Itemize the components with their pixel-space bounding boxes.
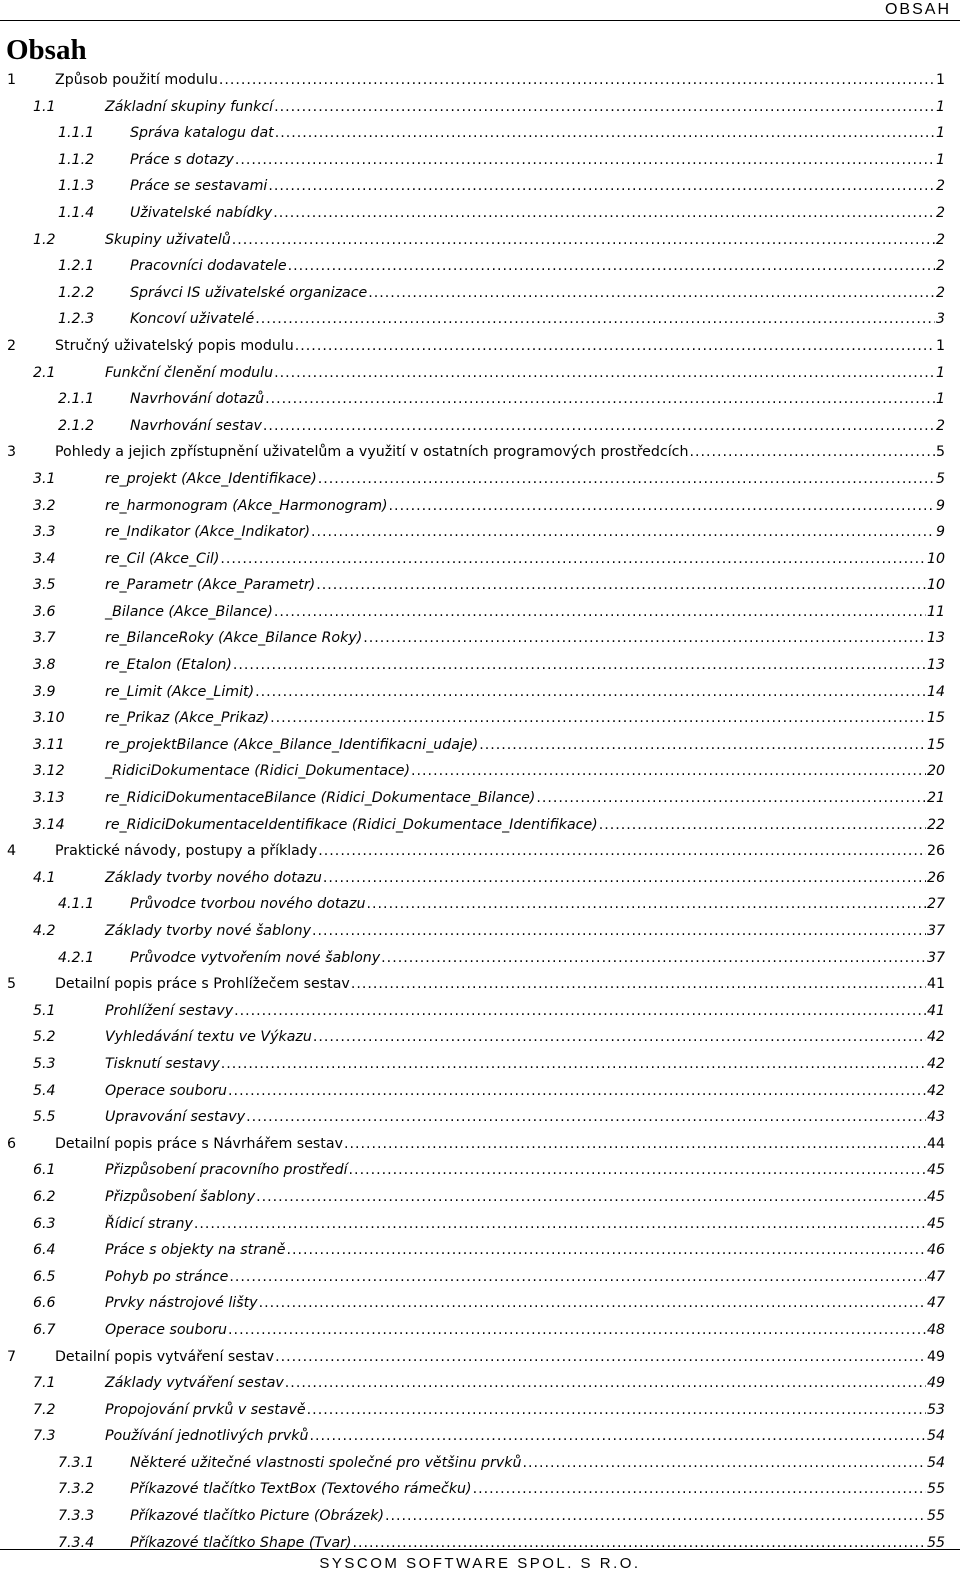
toc-entry[interactable] xyxy=(0,1397,960,1424)
toc-entry-number: 1.2.1 xyxy=(58,258,95,275)
toc-entry-number: 1.2 xyxy=(33,231,56,248)
toc-entry-number: 4.1.1 xyxy=(58,896,95,913)
toc-entry-page: 2 xyxy=(935,178,945,195)
running-footer: SYSCOM SOFTWARE SPOL. S R.O. xyxy=(319,1555,641,1572)
dot-leader xyxy=(368,280,935,307)
toc-entry-page: 26 xyxy=(926,869,945,886)
toc-entry-page: 1 xyxy=(935,125,945,142)
toc-entry-title[interactable]: Prvky nástrojové lišty xyxy=(105,1295,258,1312)
toc-entry-page: 49 xyxy=(926,1375,945,1392)
toc-entry-page: 13 xyxy=(926,630,945,647)
toc-entry[interactable] xyxy=(0,94,960,121)
toc-entry-title[interactable]: Pohledy a jejich zpřístupnění uživatelům a využití v ostatních programových prostředcích xyxy=(55,444,689,461)
toc-entry-title[interactable]: re_harmonogram (Akce_Harmonogram) xyxy=(105,497,388,514)
toc-entry[interactable] xyxy=(0,466,960,493)
toc-entry[interactable] xyxy=(0,1450,960,1477)
toc-entry[interactable] xyxy=(0,1530,960,1557)
toc-entry-number: 3.7 xyxy=(33,630,56,647)
toc-entry-title[interactable]: Základy vytváření sestav xyxy=(105,1375,284,1392)
toc-entry-page: 45 xyxy=(926,1215,945,1232)
toc-entry-page: 54 xyxy=(926,1454,945,1471)
toc-entry-number: 2.1 xyxy=(33,364,56,381)
toc-entry-page: 55 xyxy=(926,1481,945,1498)
toc-entry[interactable] xyxy=(0,1423,960,1450)
toc-entry-number: 4.1 xyxy=(33,869,56,886)
toc-entry-title[interactable]: re_Limit (Akce_Limit) xyxy=(105,683,255,700)
toc-entry-title[interactable]: re_Etalon (Etalon) xyxy=(105,657,232,674)
toc-entry-title[interactable]: Vyhledávání textu ve Výkazu xyxy=(105,1029,312,1046)
toc-entry-title[interactable]: Správa katalogu dat xyxy=(130,125,274,142)
toc-entry[interactable] xyxy=(0,1104,960,1131)
toc-entry[interactable] xyxy=(0,1344,960,1371)
toc-entry-page: 37 xyxy=(926,923,945,939)
toc-entry-number: 2.1.1 xyxy=(58,391,95,408)
dot-leader xyxy=(274,94,935,121)
toc-entry-page: 44 xyxy=(926,1135,945,1152)
toc-entry-title[interactable]: Operace souboru xyxy=(105,1321,228,1338)
dot-leader xyxy=(234,998,926,1025)
toc-entry-page: 46 xyxy=(926,1242,945,1259)
dot-leader xyxy=(316,572,926,599)
toc-entry-page: 47 xyxy=(926,1295,945,1312)
toc-entry-page: 1 xyxy=(935,391,945,408)
toc-entry-title[interactable]: Detailní popis práce s Návrhářem sestav xyxy=(55,1135,343,1152)
toc-entry-number: 6.5 xyxy=(33,1268,56,1285)
toc-entry[interactable] xyxy=(0,812,960,839)
toc-entry-page: 47 xyxy=(926,1268,945,1285)
toc-entry-page: 42 xyxy=(926,1055,945,1072)
toc-entry[interactable] xyxy=(0,439,960,466)
dot-leader xyxy=(323,865,926,892)
dot-leader xyxy=(312,918,926,945)
dot-leader xyxy=(351,971,926,998)
toc-entry-title[interactable]: Některé užitečné vlastnosti společné pro většinu prvků xyxy=(130,1454,522,1471)
toc-entry-title[interactable]: re_RidiciDokumentaceBilance (Ridici_Dokumentace_Bilance) xyxy=(105,790,536,807)
toc-entry-page: 3 xyxy=(935,311,945,328)
dot-leader xyxy=(228,1317,926,1344)
dot-leader xyxy=(259,1290,926,1317)
toc-entry[interactable] xyxy=(0,625,960,652)
page-title: Obsah xyxy=(6,34,87,66)
toc-entry-title[interactable]: Správci IS uživatelské organizace xyxy=(130,284,368,301)
dot-leader xyxy=(367,891,926,918)
dot-leader xyxy=(274,599,926,626)
toc-entry-page: 37 xyxy=(926,949,945,966)
toc-entry-number: 1.2.2 xyxy=(58,284,95,301)
toc-entry-number: 3.8 xyxy=(33,657,56,674)
toc-entry-title[interactable]: Skupiny uživatelů xyxy=(105,231,231,248)
dot-leader xyxy=(194,1211,926,1238)
toc-entry[interactable] xyxy=(0,1317,960,1344)
toc-entry-title[interactable]: Funkční členění modulu xyxy=(105,364,274,381)
dot-leader xyxy=(479,732,926,759)
toc-entry-number: 1 xyxy=(7,72,17,88)
toc-entry-page: 42 xyxy=(926,1082,945,1099)
toc-entry-number: 2 xyxy=(7,337,17,354)
toc-entry-number: 3.2 xyxy=(33,497,56,514)
toc-entry-title[interactable]: re_BilanceRoky (Akce_Bilance Roky) xyxy=(105,630,363,647)
toc-entry-page: 49 xyxy=(926,1348,945,1365)
dot-leader xyxy=(295,333,935,360)
toc-entry[interactable] xyxy=(0,1024,960,1051)
toc-entry-title[interactable]: Pohyb po stránce xyxy=(105,1268,229,1285)
toc-entry[interactable] xyxy=(0,599,960,626)
toc-entry[interactable] xyxy=(0,173,960,200)
toc-entry-title[interactable]: re_RidiciDokumentaceIdentifikace (Ridici_Dokumentace_Identifikace) xyxy=(105,816,598,833)
toc-entry-number: 1.1.4 xyxy=(58,204,95,221)
toc-entry[interactable] xyxy=(0,1290,960,1317)
dot-leader xyxy=(221,1051,926,1078)
dot-leader xyxy=(344,1131,926,1158)
toc-entry-number: 1.1.2 xyxy=(58,151,95,168)
toc-entry[interactable] xyxy=(0,918,960,945)
toc-entry-number: 1.2.3 xyxy=(58,311,95,328)
dot-leader xyxy=(220,546,926,573)
toc-entry-title[interactable]: Základní skupiny funkcí xyxy=(105,98,274,115)
dot-leader xyxy=(288,253,935,280)
toc-entry[interactable] xyxy=(0,891,960,918)
toc-entry-page: 10 xyxy=(926,550,945,567)
toc-entry-number: 2.1.2 xyxy=(58,417,95,434)
toc-entry-page: 20 xyxy=(926,763,945,780)
toc-entry-page: 5 xyxy=(935,444,945,461)
toc-entry-number: 7.1 xyxy=(33,1375,56,1392)
toc-entry[interactable] xyxy=(0,865,960,892)
toc-entry[interactable] xyxy=(0,971,960,998)
toc-entry-page: 2 xyxy=(935,417,945,434)
toc-entry-title[interactable]: Navrhování dotazů xyxy=(130,391,265,408)
toc-entry-page: 13 xyxy=(926,657,945,674)
toc-entry[interactable] xyxy=(0,493,960,520)
toc-entry-page: 21 xyxy=(926,790,945,807)
toc-entry-number: 5.2 xyxy=(33,1029,56,1046)
toc-entry-page: 2 xyxy=(935,204,945,221)
toc-entry-title[interactable]: Příkazové tlačítko Shape (Tvar) xyxy=(130,1534,352,1551)
dot-leader xyxy=(536,785,926,812)
toc-entry-number: 6.7 xyxy=(33,1321,56,1338)
toc-entry-number: 3.12 xyxy=(33,763,65,780)
toc-entry-title[interactable]: Stručný uživatelský popis modulu xyxy=(55,337,294,354)
toc-entry[interactable] xyxy=(0,785,960,812)
toc-entry-number: 3.1 xyxy=(33,470,56,487)
toc-entry[interactable] xyxy=(0,1131,960,1158)
dot-leader xyxy=(256,1184,926,1211)
toc-entry-title[interactable]: Koncoví uživatelé xyxy=(130,311,255,328)
toc-entry-title[interactable]: _RidiciDokumentace (Ridici_Dokumentace) xyxy=(105,763,411,780)
toc-entry-title[interactable]: Základy tvorby nového dotazu xyxy=(105,869,322,886)
toc-entry-page: 1 xyxy=(935,364,945,381)
toc-entry[interactable] xyxy=(0,519,960,546)
dot-leader xyxy=(268,173,935,200)
dot-leader xyxy=(235,147,935,174)
toc-entry-number: 4.2.1 xyxy=(58,949,95,966)
toc-entry[interactable] xyxy=(0,147,960,174)
toc-entry-page: 9 xyxy=(935,497,945,514)
dot-leader xyxy=(274,360,935,387)
toc-entry-number: 3.9 xyxy=(33,683,56,700)
toc-entry-number: 7.3.3 xyxy=(58,1508,95,1525)
toc-entry-number: 3.3 xyxy=(33,524,56,541)
header-divider xyxy=(0,20,960,21)
toc-entry[interactable] xyxy=(0,1051,960,1078)
dot-leader xyxy=(233,652,926,679)
dot-leader xyxy=(599,812,926,839)
toc-entry[interactable] xyxy=(0,1157,960,1184)
toc-entry-title[interactable]: re_projektBilance (Akce_Bilance_Identifikacni_udaje) xyxy=(105,736,479,753)
toc-entry-page: 41 xyxy=(926,1002,945,1019)
toc-entry[interactable] xyxy=(0,280,960,307)
toc-entry-page: 10 xyxy=(926,577,945,594)
toc-entry-title[interactable]: re_Cil (Akce_Cil) xyxy=(105,550,220,567)
toc-entry[interactable] xyxy=(0,705,960,732)
toc-entry[interactable] xyxy=(0,652,960,679)
dot-leader xyxy=(389,493,935,520)
toc-entry-title[interactable]: Tisknutí sestavy xyxy=(105,1055,220,1072)
toc-entry[interactable] xyxy=(0,333,960,360)
toc-entry[interactable] xyxy=(0,386,960,413)
toc-entry[interactable] xyxy=(0,253,960,280)
toc-entry-page: 11 xyxy=(926,603,945,620)
toc-entry-title[interactable]: Uživatelské nabídky xyxy=(130,204,273,221)
toc-entry-title[interactable]: Příkazové tlačítko Picture (Obrázek) xyxy=(130,1508,384,1525)
toc-entry-title[interactable]: re_Prikaz (Akce_Prikaz) xyxy=(105,710,270,727)
dot-leader xyxy=(228,1078,926,1105)
toc-entry-title[interactable]: Propojování prvků v sestavě xyxy=(105,1401,306,1418)
dot-leader xyxy=(275,1344,926,1371)
toc-entry[interactable] xyxy=(0,67,960,94)
toc-entry-page: 1 xyxy=(935,72,945,88)
dot-leader xyxy=(381,945,926,972)
toc-entry-number: 3.14 xyxy=(33,816,65,833)
toc-entry-page: 1 xyxy=(935,98,945,115)
toc-entry[interactable] xyxy=(0,1503,960,1530)
toc-entry-title[interactable]: _Bilance (Akce_Bilance) xyxy=(105,603,273,620)
toc-entry-title[interactable]: Prohlížení sestavy xyxy=(105,1002,234,1019)
dot-leader xyxy=(353,1530,926,1557)
toc-entry-number: 4.2 xyxy=(33,923,56,939)
dot-leader xyxy=(363,625,926,652)
dot-leader xyxy=(313,1024,926,1051)
table-of-contents xyxy=(0,67,960,1556)
toc-entry-number: 5.1 xyxy=(33,1002,56,1019)
toc-entry-page: 9 xyxy=(935,524,945,541)
toc-entry-number: 3.6 xyxy=(33,603,56,620)
toc-entry[interactable] xyxy=(0,360,960,387)
dot-leader xyxy=(311,519,935,546)
toc-entry[interactable] xyxy=(0,1078,960,1105)
toc-entry-title[interactable]: Pracovníci dodavatele xyxy=(130,258,287,275)
dot-leader xyxy=(318,838,926,865)
toc-entry-number: 3.11 xyxy=(33,736,65,753)
toc-entry[interactable] xyxy=(0,998,960,1025)
toc-entry-number: 3.10 xyxy=(33,710,65,727)
toc-entry[interactable] xyxy=(0,1184,960,1211)
dot-leader xyxy=(473,1476,926,1503)
dot-leader xyxy=(265,386,935,413)
toc-entry[interactable] xyxy=(0,1264,960,1291)
toc-entry-title[interactable]: Způsob použití modulu xyxy=(55,72,218,88)
toc-entry-number: 1.1.3 xyxy=(58,178,95,195)
toc-entry-page: 45 xyxy=(926,1162,945,1179)
toc-entry-page: 5 xyxy=(935,470,945,487)
toc-entry-number: 7.2 xyxy=(33,1401,56,1418)
toc-entry-page: 26 xyxy=(926,843,945,860)
toc-entry-number: 3.5 xyxy=(33,577,56,594)
toc-entry-number: 7.3.4 xyxy=(58,1534,95,1551)
dot-leader xyxy=(232,227,935,254)
toc-entry-number: 7.3 xyxy=(33,1428,56,1445)
toc-entry-page: 2 xyxy=(935,231,945,248)
toc-entry-number: 3.4 xyxy=(33,550,56,567)
toc-entry-number: 7.3.1 xyxy=(58,1454,95,1471)
dot-leader xyxy=(219,67,935,94)
toc-entry-title[interactable]: re_projekt (Akce_Identifikace) xyxy=(105,470,317,487)
toc-entry-title[interactable]: Práce s objekty na straně xyxy=(105,1242,286,1259)
toc-entry-title[interactable]: Detailní popis práce s Prohlížečem sestav xyxy=(55,976,350,993)
toc-entry[interactable] xyxy=(0,1237,960,1264)
dot-leader xyxy=(255,306,935,333)
toc-entry-number: 5.5 xyxy=(33,1109,56,1126)
toc-entry-number: 6.4 xyxy=(33,1242,56,1259)
toc-entry-page: 2 xyxy=(935,284,945,301)
toc-entry-page: 1 xyxy=(935,151,945,168)
dot-leader xyxy=(385,1503,926,1530)
toc-entry-number: 3.13 xyxy=(33,790,65,807)
toc-entry-number: 7.3.2 xyxy=(58,1481,95,1498)
dot-leader xyxy=(318,466,935,493)
toc-entry[interactable] xyxy=(0,1370,960,1397)
dot-leader xyxy=(246,1104,926,1131)
toc-entry-title[interactable]: Příkazové tlačítko TextBox (Textového rámečku) xyxy=(130,1481,472,1498)
toc-entry-number: 5.3 xyxy=(33,1055,56,1072)
toc-entry[interactable] xyxy=(0,732,960,759)
toc-entry-title[interactable]: Operace souboru xyxy=(105,1082,228,1099)
dot-leader xyxy=(689,439,935,466)
toc-entry-page: 14 xyxy=(926,683,945,700)
dot-leader xyxy=(286,1237,925,1264)
dot-leader xyxy=(275,120,935,147)
toc-entry[interactable] xyxy=(0,1476,960,1503)
dot-leader xyxy=(273,200,935,227)
toc-entry-title[interactable]: Práce se sestavami xyxy=(130,178,268,195)
toc-entry-title[interactable]: Základy tvorby nové šablony xyxy=(105,923,311,939)
dot-leader xyxy=(263,413,935,440)
toc-entry-title[interactable]: Praktické návody, postupy a příklady xyxy=(55,843,318,860)
toc-entry-page: 15 xyxy=(926,736,945,753)
toc-entry-title[interactable]: re_Parametr (Akce_Parametr) xyxy=(105,577,316,594)
toc-entry-number: 3 xyxy=(7,444,17,461)
toc-entry[interactable] xyxy=(0,546,960,573)
dot-leader xyxy=(270,705,926,732)
toc-entry-number: 1.1 xyxy=(33,98,56,115)
toc-entry[interactable] xyxy=(0,200,960,227)
toc-entry-title[interactable]: Přizpůsobení šablony xyxy=(105,1188,256,1205)
toc-entry-page: 54 xyxy=(926,1428,945,1445)
toc-entry-title[interactable]: Používání jednotlivých prvků xyxy=(105,1428,309,1445)
dot-leader xyxy=(411,758,926,785)
toc-entry-page: 55 xyxy=(926,1534,945,1551)
dot-leader xyxy=(309,1423,925,1450)
running-header: OBSAH xyxy=(884,1,951,18)
toc-entry-title[interactable]: Průvodce tvorbou nového dotazu xyxy=(130,896,366,913)
toc-entry-number: 6.6 xyxy=(33,1295,56,1312)
dot-leader xyxy=(522,1450,925,1477)
toc-entry-title[interactable]: re_Indikator (Akce_Indikator) xyxy=(105,524,310,541)
toc-entry-page: 55 xyxy=(926,1508,945,1525)
dot-leader xyxy=(285,1370,926,1397)
toc-entry-title[interactable]: Práce s dotazy xyxy=(130,151,234,168)
toc-entry[interactable] xyxy=(0,758,960,785)
toc-entry-title[interactable]: Přizpůsobení pracovního prostředí xyxy=(105,1162,348,1179)
dot-leader xyxy=(307,1397,926,1424)
dot-leader xyxy=(255,679,926,706)
dot-leader xyxy=(229,1264,926,1291)
toc-entry[interactable] xyxy=(0,120,960,147)
toc-entry[interactable] xyxy=(0,1211,960,1238)
toc-entry[interactable] xyxy=(0,227,960,254)
toc-entry-page: 53 xyxy=(926,1401,945,1418)
toc-entry[interactable] xyxy=(0,679,960,706)
toc-entry-page: 43 xyxy=(926,1109,945,1126)
toc-entry-title[interactable]: Upravování sestavy xyxy=(105,1109,246,1126)
toc-entry-number: 6.2 xyxy=(33,1188,56,1205)
toc-entry[interactable] xyxy=(0,413,960,440)
toc-entry-page: 27 xyxy=(926,896,945,913)
toc-entry-page: 45 xyxy=(926,1188,945,1205)
toc-entry-page: 22 xyxy=(926,816,945,833)
footer-divider xyxy=(0,1549,960,1550)
toc-entry-number: 1.1.1 xyxy=(58,125,95,142)
toc-entry-number: 6 xyxy=(7,1135,17,1152)
toc-entry[interactable] xyxy=(0,945,960,972)
toc-entry-title[interactable]: Navrhování sestav xyxy=(130,417,262,434)
toc-entry-number: 6.3 xyxy=(33,1215,56,1232)
toc-entry-number: 5 xyxy=(7,976,17,993)
toc-entry-title[interactable]: Průvodce vytvořením nové šablony xyxy=(130,949,381,966)
toc-entry-page: 1 xyxy=(935,337,945,354)
toc-entry-title[interactable]: Detailní popis vytváření sestav xyxy=(55,1348,275,1365)
dot-leader xyxy=(349,1157,926,1184)
toc-entry-title[interactable]: Řídicí strany xyxy=(105,1215,193,1232)
toc-entry-page: 2 xyxy=(935,258,945,275)
toc-entry[interactable] xyxy=(0,838,960,865)
toc-entry-number: 6.1 xyxy=(33,1162,56,1179)
toc-entry-number: 5.4 xyxy=(33,1082,56,1099)
toc-entry-page: 15 xyxy=(926,710,945,727)
toc-entry-number: 7 xyxy=(7,1348,17,1365)
toc-entry-page: 48 xyxy=(926,1321,945,1338)
toc-entry-page: 41 xyxy=(926,976,945,993)
toc-entry-page: 42 xyxy=(926,1029,945,1046)
toc-entry-number: 4 xyxy=(7,843,17,860)
toc-entry[interactable] xyxy=(0,572,960,599)
toc-entry[interactable] xyxy=(0,306,960,333)
